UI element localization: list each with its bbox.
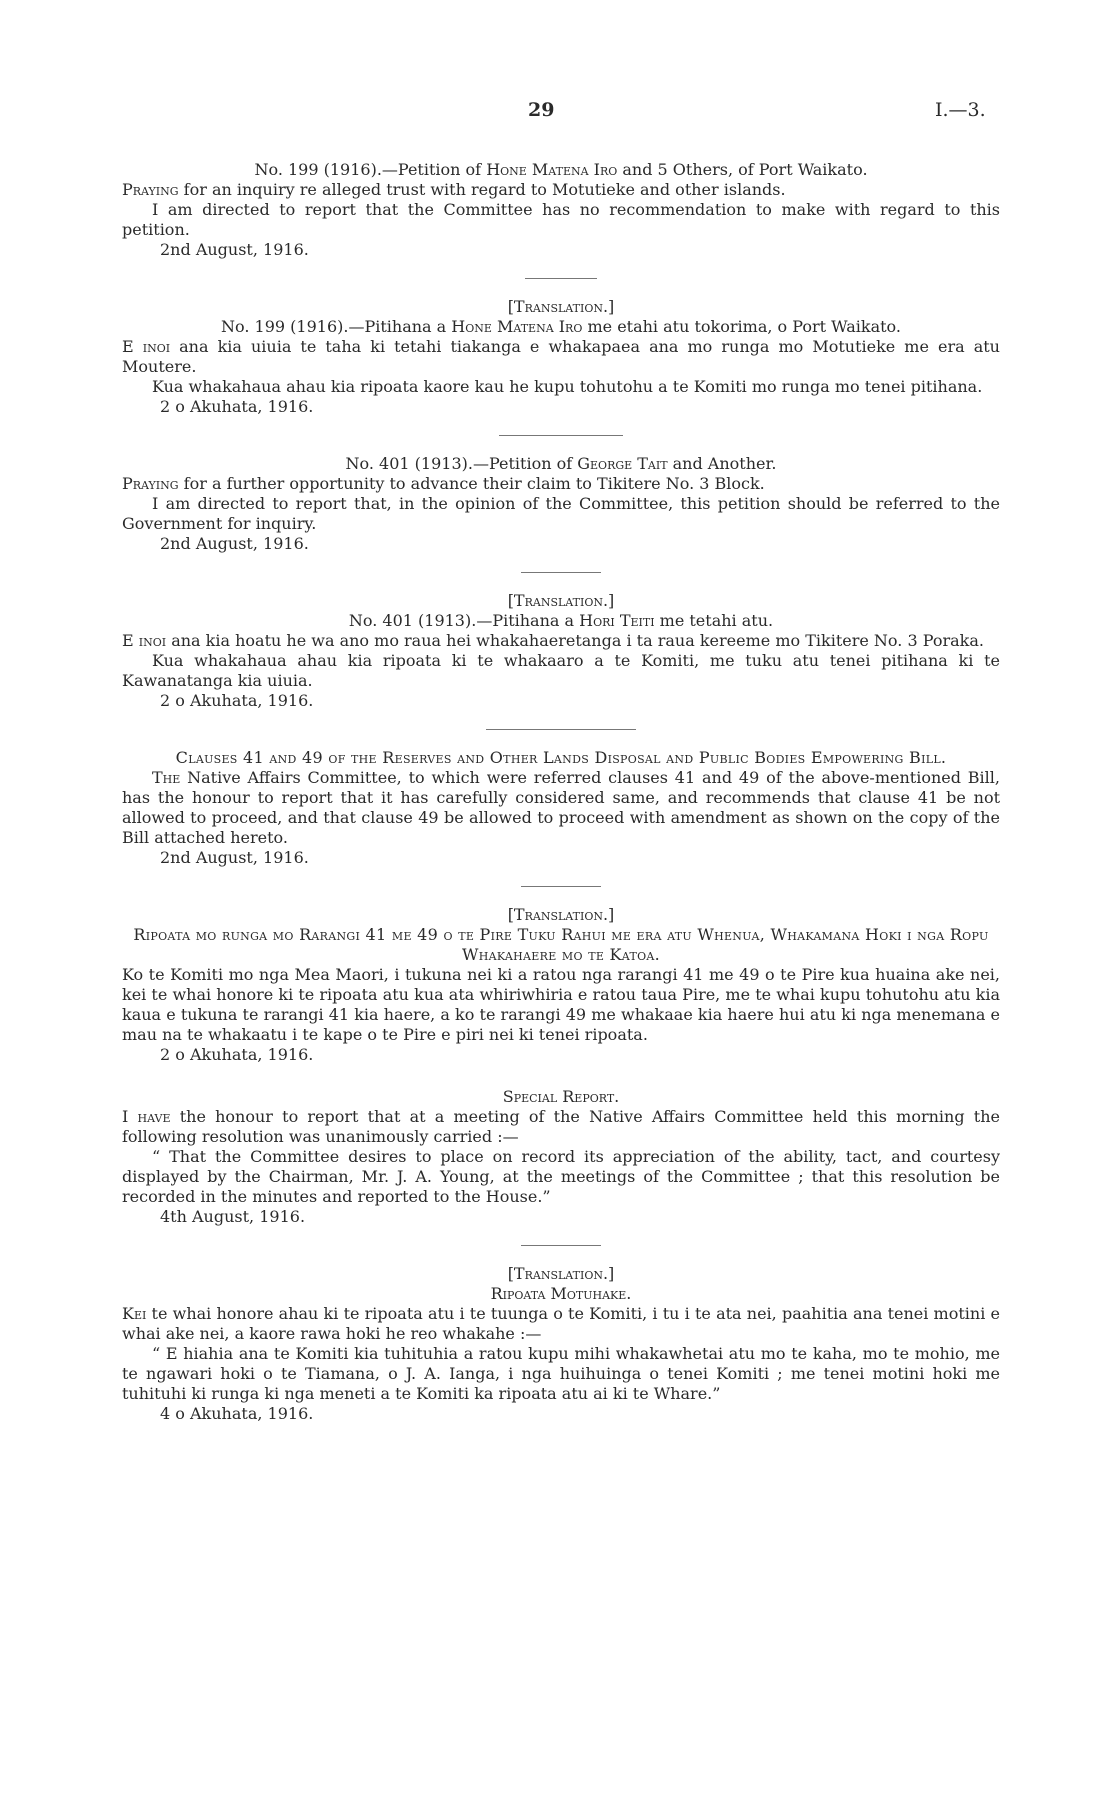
clauses-report-english bbox=[122, 748, 1000, 868]
report-date: 4th August, 1916. bbox=[160, 1207, 306, 1226]
translation-label: [Translation.] bbox=[507, 1264, 615, 1283]
petitioner-name: Hori Teiti bbox=[579, 611, 655, 630]
section-title: Clauses 41 and 49 of the Reserves and Other Lands Disposal and Public Bodies Empowering Bill. bbox=[175, 748, 947, 767]
report-date: 2 o Akuhata, 1916. bbox=[160, 1045, 314, 1064]
translation-label: [Translation.] bbox=[507, 297, 615, 316]
page-number: 29 bbox=[528, 99, 555, 121]
section-title: Ripoata mo runga mo Rarangi 41 me 49 o te Pire Tuku Rahui me era atu Whenua, Whakamana Hoki i nga Ropu Whakahaere mo te Katoa. bbox=[133, 925, 989, 964]
report-paragraph: I am directed to report that the Committee has no recommendation to make with regard to this petition. bbox=[122, 200, 1000, 239]
page-header bbox=[0, 100, 1114, 124]
report-date: 2 o Akuhata, 1916. bbox=[160, 691, 314, 710]
translation-label: [Translation.] bbox=[507, 905, 615, 924]
petition-heading: No. 199 (1916).—Petition of Hone Matena Iro and 5 Others, of Port Waikato. bbox=[254, 160, 868, 179]
special-report-english bbox=[122, 1087, 1000, 1227]
petition-401-translation bbox=[122, 591, 1000, 711]
petition-heading: No. 199 (1916).—Pitihana a Hone Matena Iro me etahi atu tokorima, o Port Waikato. bbox=[221, 317, 901, 336]
report-paragraph: The Native Affairs Committee, to which were referred clauses 41 and 49 of the above-mentioned Bill, has the honour to report that it has carefully considered same, and recommends that clause 41 be not allowed to proceed, and that clause 49 be allowed to proceed with amendment as shown on the copy of the Bill attached hereto. bbox=[122, 768, 1000, 847]
praying-paragraph: E inoi ana kia hoatu he wa ano mo raua hei whakahaeretanga i ta raua kereeme mo Tikitere No. 3 Poraka. bbox=[122, 631, 984, 650]
report-paragraph: Kei te whai honore ahau ki te ripoata atu i te tuunga o te Komiti, i tu i te ata nei, paahitia ana tenei motini e whai ake nei, a kaore rawa hoki he reo whakahe :— bbox=[122, 1304, 1000, 1343]
resolution-quote: “ That the Committee desires to place on record its appreciation of the ability, tact, and courtesy displayed by the Chairman, Mr. J. A. Young, at the meetings of the Committee ; that this resolution be recorded in the minutes and reported to the House.” bbox=[122, 1147, 1000, 1206]
report-date: 2nd August, 1916. bbox=[160, 240, 309, 259]
report-date: 2nd August, 1916. bbox=[160, 534, 309, 553]
report-paragraph: I am directed to report that, in the opinion of the Committee, this petition should be referred to the Government for inquiry. bbox=[122, 494, 1000, 533]
special-report-translation bbox=[122, 1264, 1000, 1424]
report-date: 4 o Akuhata, 1916. bbox=[160, 1404, 314, 1423]
report-paragraph: I have the honour to report that at a meeting of the Native Affairs Committee held this morning the following resolution was unanimously carried :— bbox=[122, 1107, 1001, 1146]
spacer bbox=[122, 1065, 1000, 1087]
page-content bbox=[122, 160, 1000, 1424]
report-paragraph: Kua whakahaua ahau kia ripoata ki te whakaaro a te Komiti, me tuku atu tenei pitihana ki te Kawanatanga kia uiuia. bbox=[122, 651, 1000, 690]
petitioner-name: Hone Matena Iro bbox=[486, 160, 618, 179]
petitioner-name: Hone Matena Iro bbox=[451, 317, 583, 336]
clauses-report-translation bbox=[122, 905, 1000, 1065]
section-divider bbox=[499, 435, 623, 436]
section-divider bbox=[486, 729, 636, 730]
praying-paragraph: Praying for a further opportunity to advance their claim to Tikitere No. 3 Block. bbox=[122, 474, 765, 493]
praying-paragraph: E inoi ana kia uiuia te taha ki tetahi tiakanga e whakapaea ana mo runga mo Motutieke me era atu Moutere. bbox=[122, 337, 1000, 376]
petition-heading: No. 401 (1913).—Pitihana a Hori Teiti me tetahi atu. bbox=[348, 611, 774, 630]
section-divider bbox=[521, 886, 601, 887]
translation-label: [Translation.] bbox=[507, 591, 615, 610]
report-date: 2 o Akuhata, 1916. bbox=[160, 397, 314, 416]
document-reference: I.—3. bbox=[935, 99, 986, 121]
petition-199-english bbox=[122, 160, 1000, 260]
section-title: Special Report. bbox=[502, 1087, 620, 1106]
report-paragraph: Ko te Komiti mo nga Mea Maori, i tukuna nei ki a ratou nga rarangi 41 me 49 o te Pire kua huaina ake nei, kei te whai honore ki te ripoata atu kua ata whiriwhiria e ratou taua Pire, me te whai kupu tohutohu atu kia kaua e tukuna te rarangi 41 kia haere, a ko te rarangi 49 me whakaae kia haere hui atu ki nga menemana e mau na te whakaatu i te kape o te Pire e piri nei ki tenei ripoata. bbox=[122, 965, 1000, 1044]
petition-401-english bbox=[122, 454, 1000, 554]
section-divider bbox=[521, 1245, 601, 1246]
petition-199-translation bbox=[122, 297, 1000, 417]
petitioner-name: George Tait bbox=[577, 454, 668, 473]
praying-paragraph: Praying for an inquiry re alleged trust with regard to Motutieke and other islands. bbox=[122, 180, 786, 199]
section-divider bbox=[525, 278, 597, 279]
resolution-quote: “ E hiahia ana te Komiti kia tuhituhia a ratou kupu mihi whakawhetai atu mo te kaha, mo te mohio, me te ngawari hoki o te Tiamana, o J. A. Ianga, i nga huihuinga o tenei Komiti ; me tenei motini hoki me tuhituhi ki runga ki nga meneti a te Komiti ka ripoata atu ai ki te Whare.” bbox=[122, 1344, 1000, 1403]
section-divider bbox=[521, 572, 601, 573]
report-paragraph: Kua whakahaua ahau kia ripoata kaore kau he kupu tohutohu a te Komiti mo runga mo tenei pitihana. bbox=[152, 377, 983, 396]
section-title: Ripoata Motuhake. bbox=[490, 1284, 632, 1303]
report-date: 2nd August, 1916. bbox=[160, 848, 309, 867]
petition-heading: No. 401 (1913).—Petition of George Tait and Another. bbox=[345, 454, 777, 473]
